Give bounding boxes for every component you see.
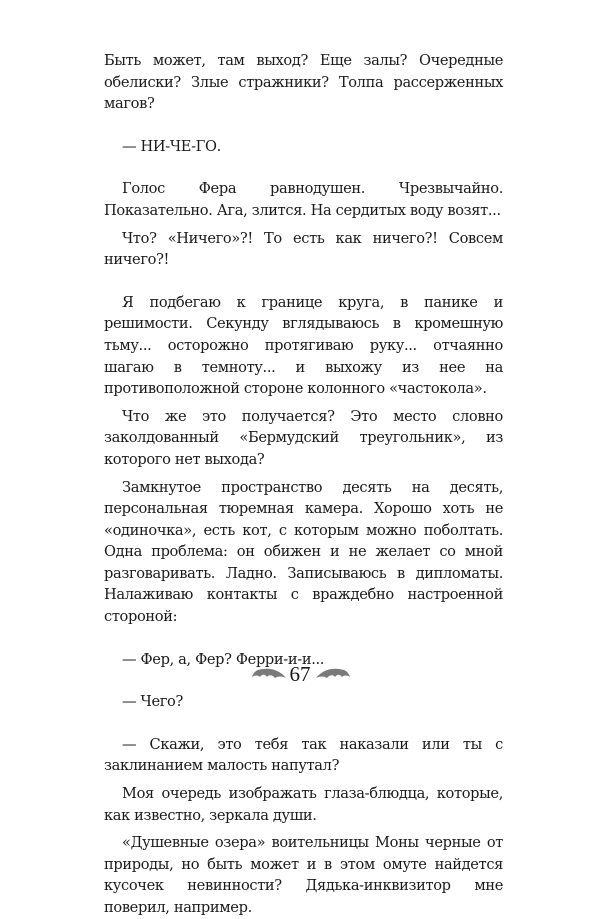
page-body-text (104, 50, 503, 919)
paragraph: — Фер, а, Фер? Ферри-и-и... (122, 650, 325, 668)
paragraph: — Чего? (122, 693, 183, 711)
paragraph: — НИ-ЧЕ-ГО. (122, 137, 221, 155)
paragraph: Что же это получается? Это место словно заколдованный «Бермудский треугольник», из которого нет выхода? (104, 407, 503, 468)
page-number: 67 (289, 662, 311, 686)
bat-wing-right-icon (316, 667, 350, 685)
paragraph: — Скажи, это тебя так наказали или ты с заклинанием малость напутал? (104, 735, 503, 775)
paragraph: «Душевные озера» воительницы Моны черные от природы, но быть может и в этом омуте найдется кусочек невинности? Дядька-инквизитор мне поверил, например. (104, 834, 503, 916)
paragraph: Быть может, там выход? Еще залы? Очередные обелиски? Злые стражники? Толпа рассерженных магов? (104, 52, 503, 113)
paragraph: Я подбегаю к границе круга, в панике и решимости. Секунду вглядываюсь в кромешную тьму... осторожно протягиваю руку... отчаянно шагаю в темноту... и выхожу из нее на противоположной стороне колонного «частокола». (104, 293, 503, 398)
paragraph: Что? «Ничего»?! То есть как ничего?! Совсем ничего?! (104, 229, 503, 269)
paragraph: Моя очередь изображать глаза-блюдца, которые, как известно, зеркала души. (104, 785, 503, 824)
paragraph: Голос Фера равнодушен. Чрезвычайно. Показательно. Ага, злится. На сердитых воду возят... (104, 180, 503, 219)
page-footer (0, 658, 600, 698)
paragraph: Замкнутое пространство десять на десять, персональная тюремная камера. Хорошо хоть не «одиночка», есть кот, с которым можно поболтать. Одна проблема: он обижен и не желает со мной разговаривать. Ладно. Записываюсь в дипломаты. Налаживаю контакты с враждебно настроенной стороной: (104, 478, 503, 626)
